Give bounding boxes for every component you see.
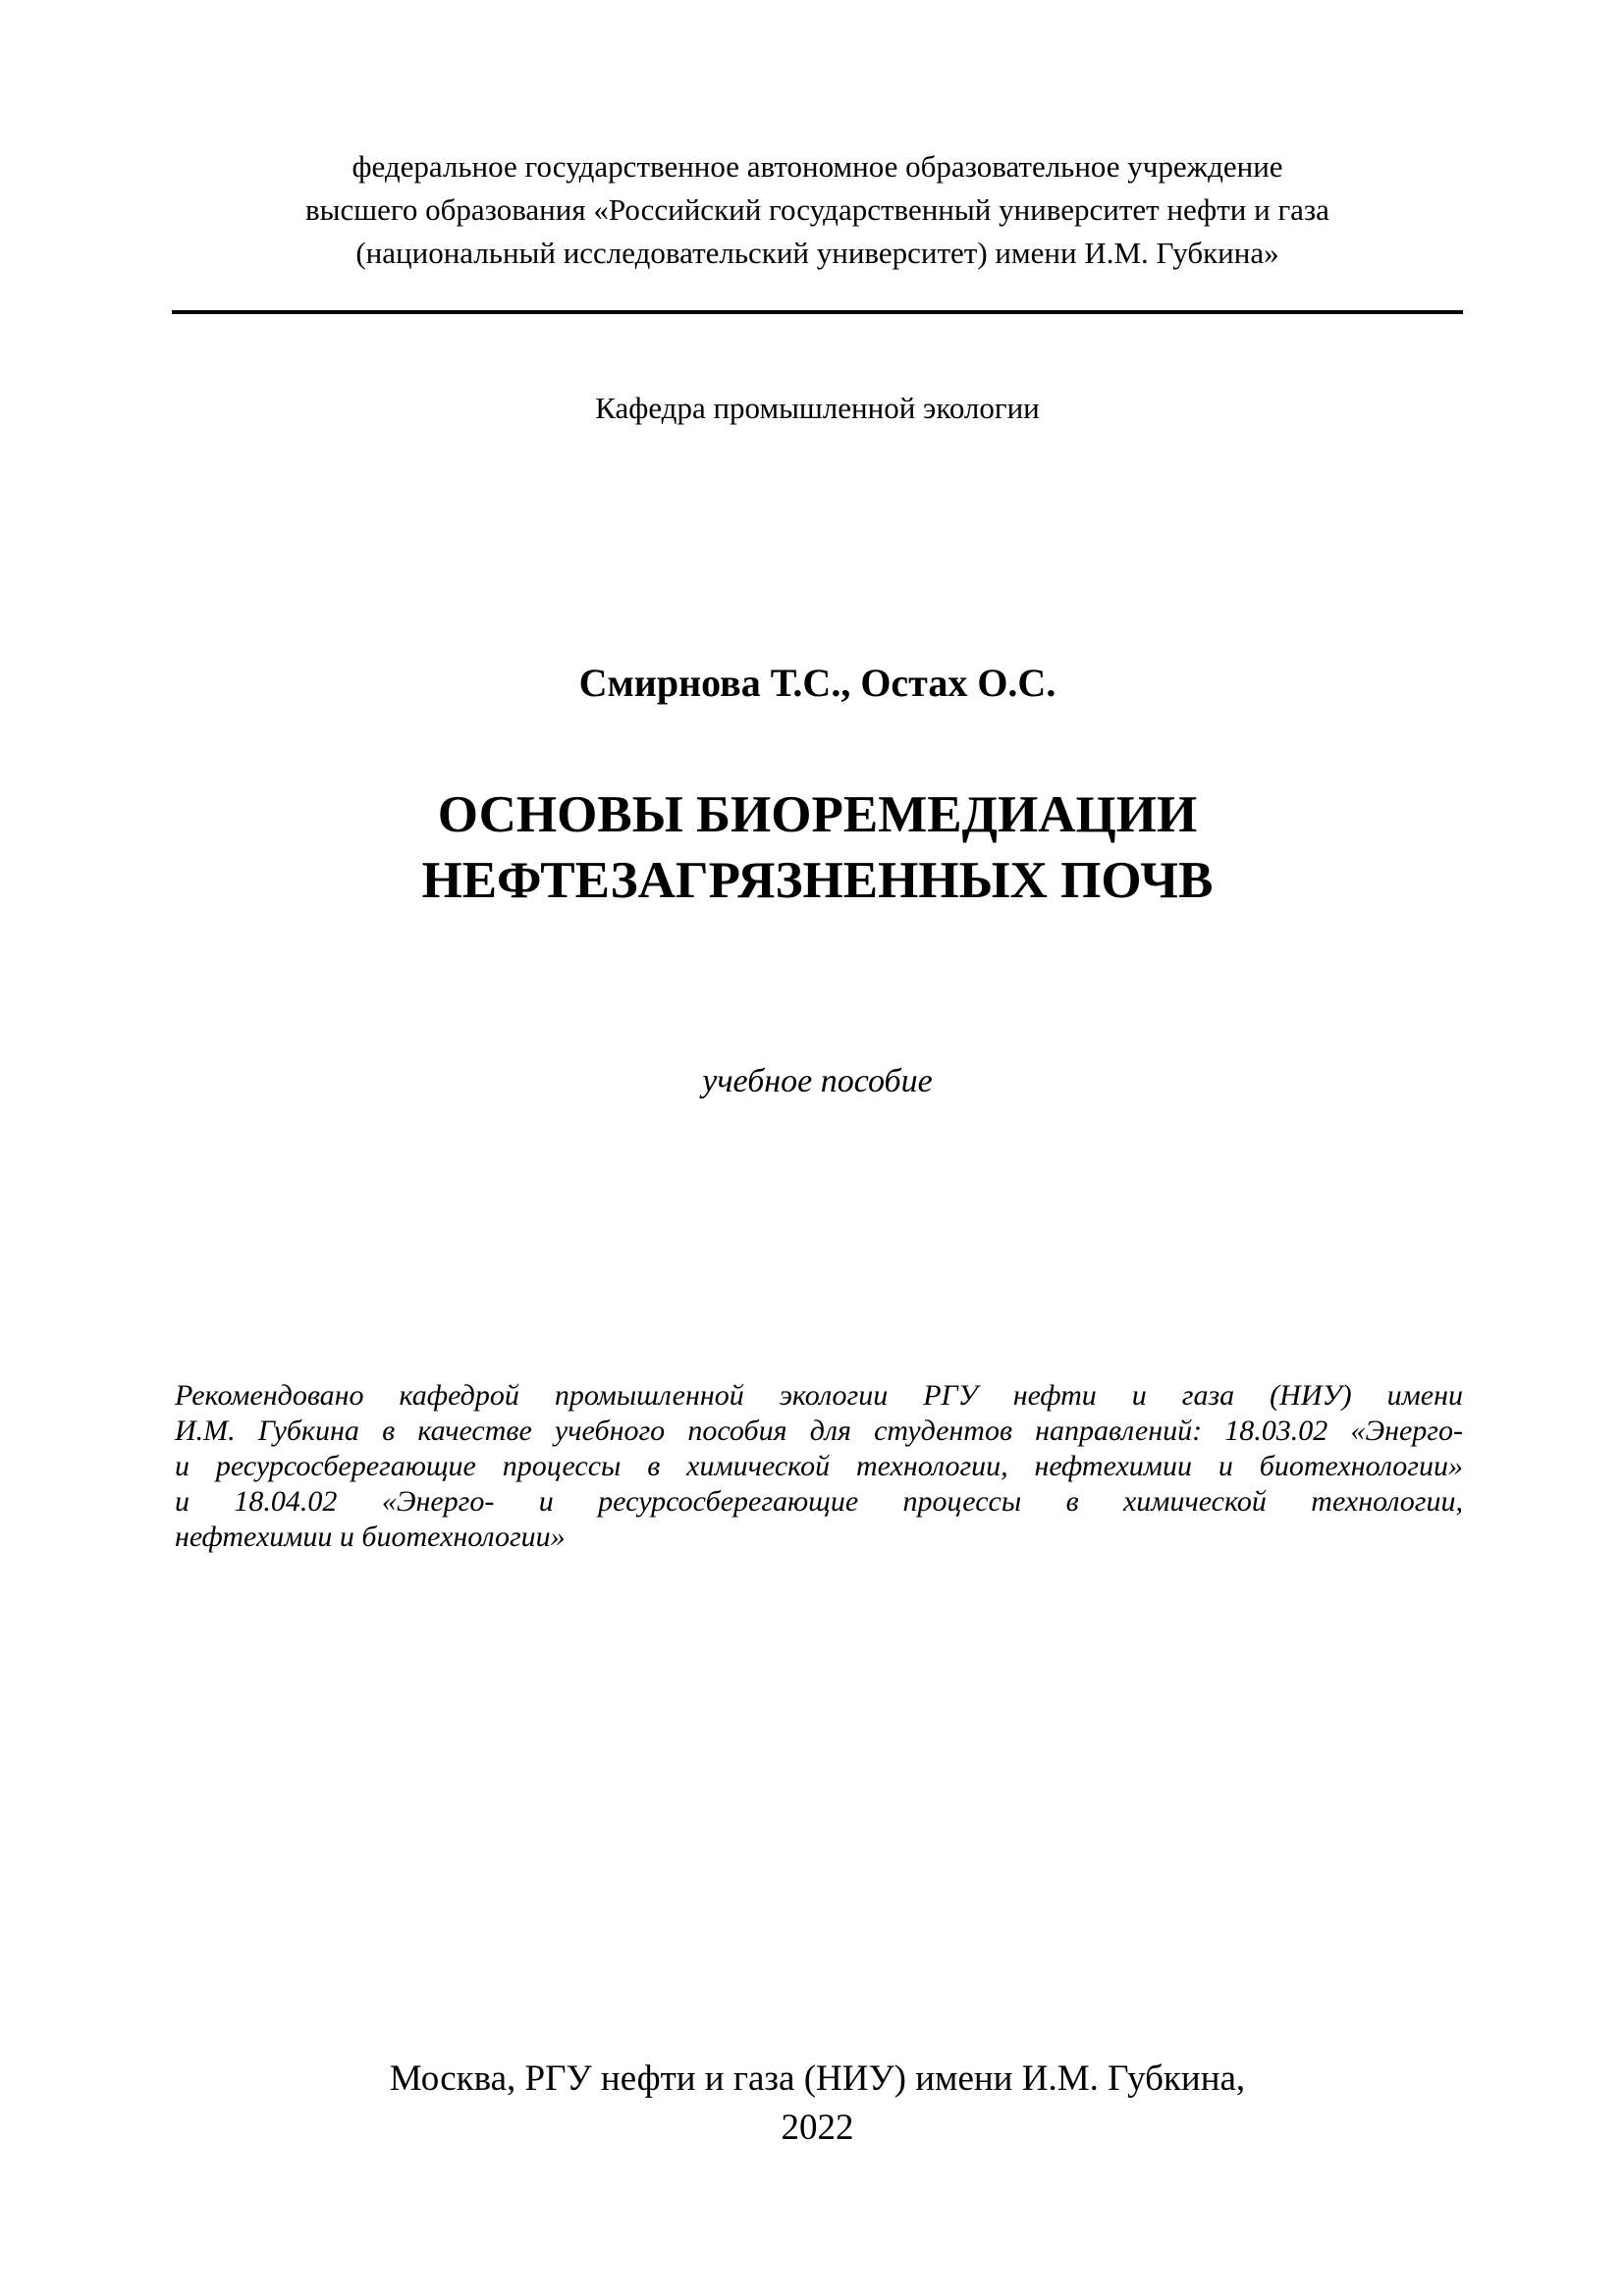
recommendation-line: и ресурсосберегающие процессы в химической технологии, нефтехимии и биотехнологии» [175,1450,1463,1482]
authors: Смирнова Т.С., Остах О.С. [578,661,1056,705]
book-title-line: НЕФТЕЗАГРЯЗНЕННЫХ ПОЧВ [421,852,1214,909]
header-divider [172,310,1463,314]
recommendation-note [175,1378,1463,1555]
publication-year: 2022 [781,2108,854,2148]
institution-line: (национальный исследовательский университет) имени И.М. Губкина» [355,236,1279,270]
publisher-line: Москва, РГУ нефти и газа (НИУ) имени И.М. Губкина, [389,2058,1246,2099]
document-type: учебное пособие [702,1063,933,1099]
book-title [172,782,1463,914]
department-name: Кафедра промышленной экологии [595,391,1040,425]
publication-info [172,2055,1463,2153]
recommendation-line: И.М. Губкина в качестве учебного пособия для студентов направлений: 18.03.02 «Энерго- [175,1415,1463,1447]
recommendation-line: Рекомендовано кафедрой промышленной экологии РГУ нефти и газа (НИУ) имени [175,1379,1463,1412]
institution-header [172,145,1463,275]
institution-line: федеральное государственное автономное образовательное учреждение [352,149,1283,184]
recommendation-line: и 18.04.02 «Энерго- и ресурсосберегающие процессы в химической технологии, [175,1485,1463,1518]
recommendation-line: нефтехимии и биотехнологии» [175,1521,566,1553]
institution-line: высшего образования «Российский государственный университет нефти и газа [305,192,1329,227]
book-title-line: ОСНОВЫ БИОРЕМЕДИАЦИИ [437,786,1198,843]
